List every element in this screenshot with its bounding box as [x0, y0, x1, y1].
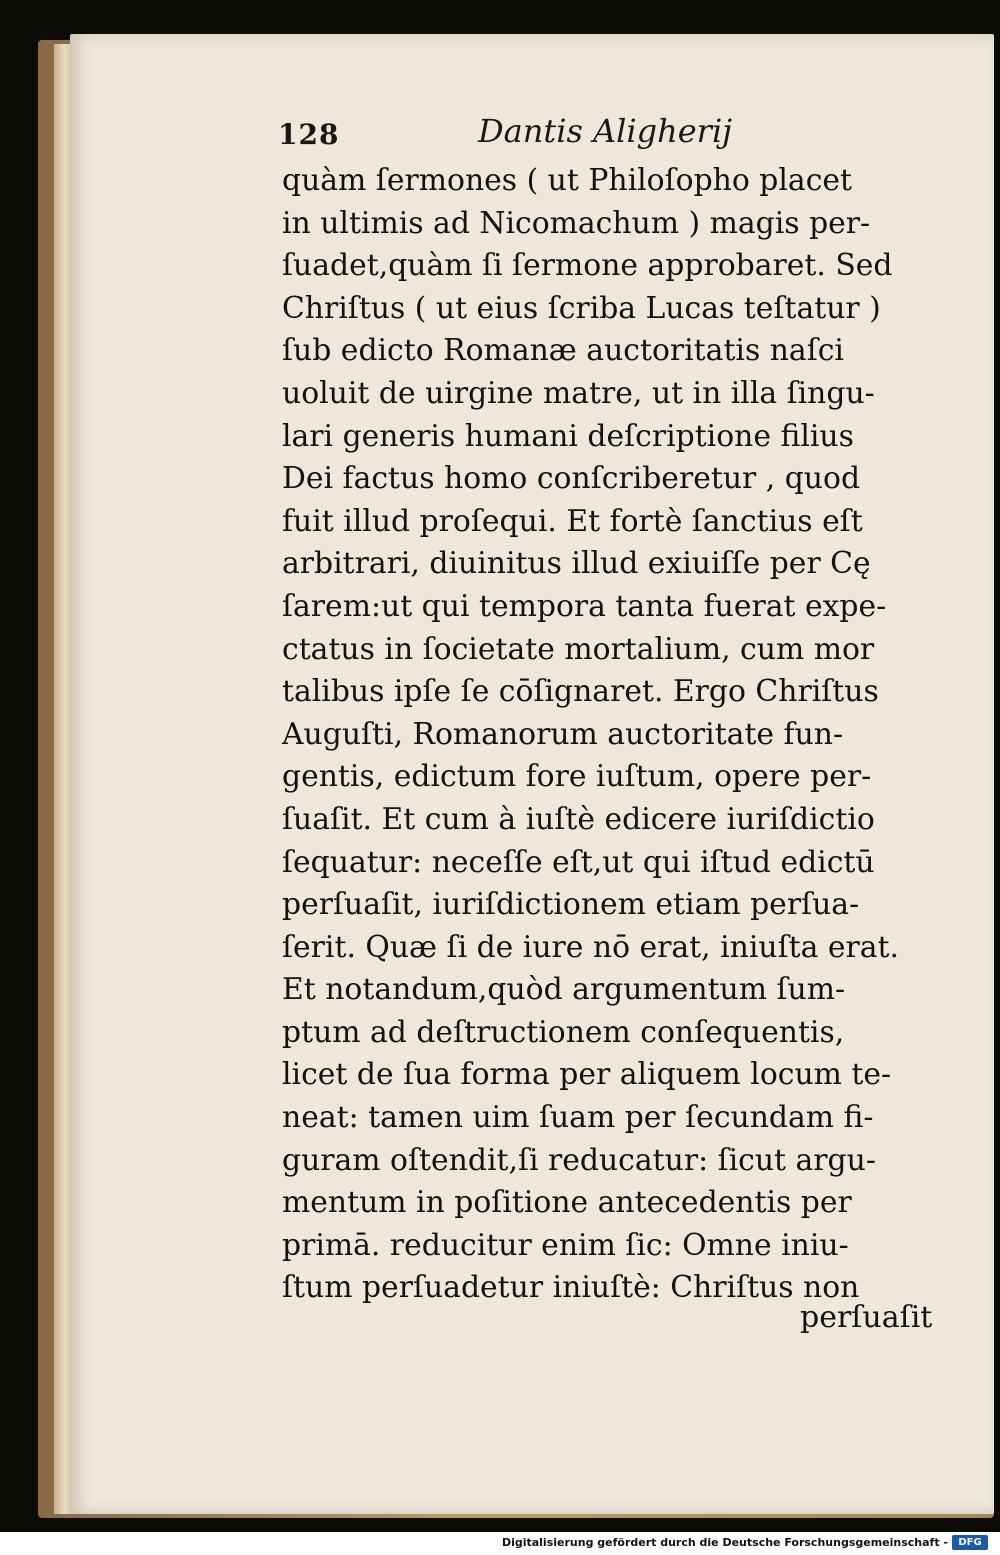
body-text [282, 160, 922, 1310]
text-line: neat: tamen uim ſuam per ſecundam fi- [282, 1100, 874, 1136]
text-line: in ultimis ad Nicomachum ) magis per- [282, 205, 871, 241]
text-line: ſub edicto Romanæ auctoritatis naſci [282, 333, 844, 369]
text-line: ſerit. Quæ ſi de iure nō erat, iniuſta erat. [282, 929, 899, 965]
text-line: Et notandum,quòd argumentum ſum- [282, 972, 846, 1008]
text-line: ſtum perſuadetur iniuſtè: Chriſtus non [282, 1270, 860, 1306]
text-line: ſequatur: neceſſe eſt,ut qui iſtud edictū [282, 844, 875, 880]
text-line: licet de ſua forma per aliquem locum te- [282, 1057, 892, 1093]
text-line: uoluit de uirgine matre, ut in illa ſingu- [282, 375, 875, 411]
text-line: lari generis humani deſcriptione filius [282, 418, 854, 454]
text-line: guram oſtendit,ſi reducatur: ſicut argu- [282, 1142, 876, 1178]
running-head [278, 112, 918, 156]
text-line: Chriſtus ( ut eius ſcriba Lucas teſtatur ) [282, 290, 881, 326]
running-title: Dantis Aligherij [478, 112, 733, 150]
text-line: mentum in poſitione antecedentis per [282, 1185, 852, 1221]
text-line: gentis, edictum fore iuſtum, opere per- [282, 759, 872, 795]
text-line: ctatus in ſocietate mortalium, cum mor [282, 631, 875, 667]
page-number: 128 [278, 118, 340, 151]
text-line: ptum ad deſtructionem conſequentis, [282, 1014, 845, 1050]
footer-credit: Digitalisierung gefördert durch die Deutsche Forschungsgemeinschaft - [501, 1536, 948, 1549]
text-line: Auguſti, Romanorum auctoritate fun- [282, 716, 844, 752]
text-line: talibus ipſe ſe cōſignaret. Ergo Chriſtus [282, 674, 879, 710]
text-line: quàm ſermones ( ut Philoſopho placet [282, 163, 853, 198]
digitization-footer [0, 1532, 1000, 1555]
catchword: perſuaſit [800, 1300, 933, 1335]
text-line: fuit illud proſequi. Et fortè ſanctius eſt [282, 503, 863, 539]
text-line: Dei factus homo conſcriberetur , quod [282, 461, 861, 497]
text-line: primā. reducitur enim ſic: Omne iniu- [282, 1227, 849, 1263]
text-line: ſuaſit. Et cum à iuſtè edicere iuriſdictio [282, 801, 875, 837]
text-line: ſarem:ut qui tempora tanta fuerat expe- [282, 588, 887, 624]
dfg-logo: DFG [952, 1535, 988, 1550]
text-line: ſuadet,quàm ſi ſermone approbaret. Sed [282, 248, 893, 284]
text-line: arbitrari, diuinitus illud exiuiſſe per Cę [282, 546, 871, 582]
text-line: perſuaſit, iuriſdictionem etiam perſua- [282, 887, 860, 923]
